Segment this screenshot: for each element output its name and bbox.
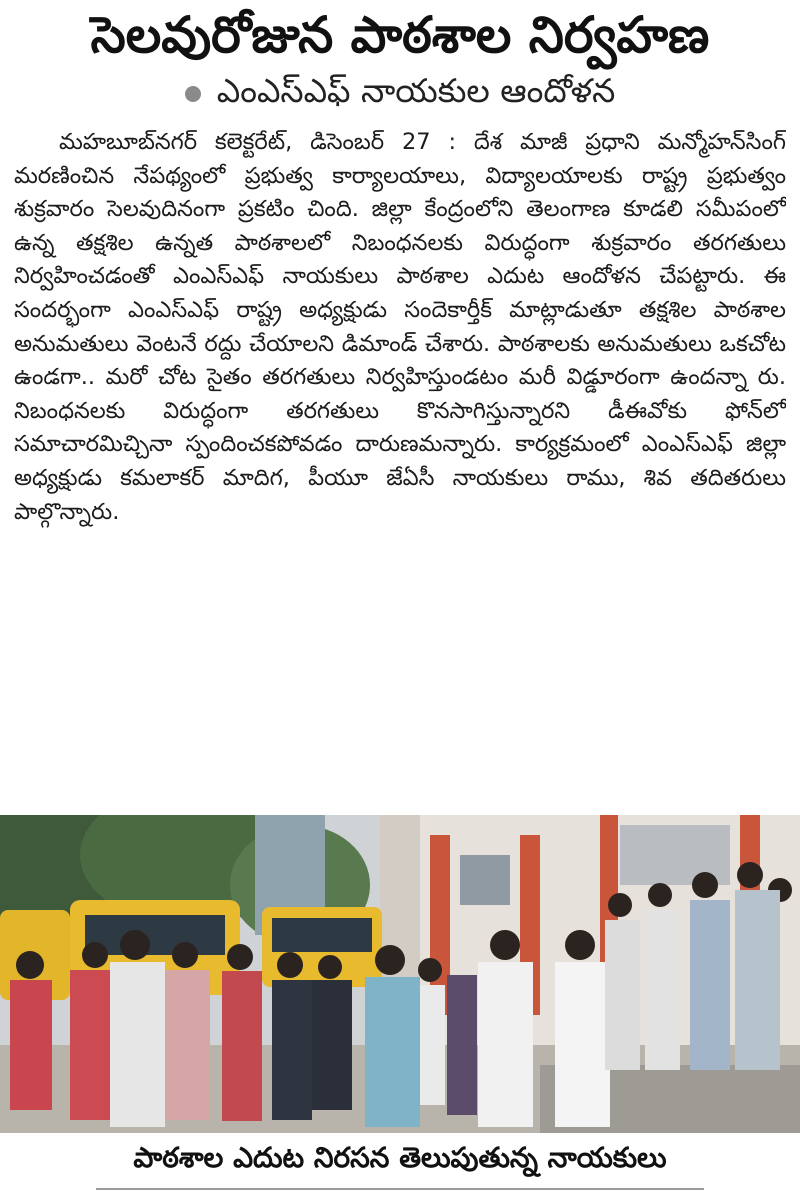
bullet-dot-icon <box>185 86 201 102</box>
caption-divider <box>96 1188 704 1190</box>
news-photo <box>0 815 800 1133</box>
article-body: మహబూబ్‌నగర్ కలెక్టరేట్, డిసెంబర్ 27 : దేశ మాజీ ప్రధాని మన్మోహన్‌సింగ్ మరణించిన నేపథ్యంలో ప్రభుత్వ కార్యాలయాలు, విద్యాలయాలకు రాష్ట్ర ప్రభుత్వం శుక్రవారం సెలవుదినంగా ప్రకటిం చింది. జిల్లా కేంద్రంలోని తెలంగాణ కూడలి సమీపంలో ఉన్న తక్షశిల ఉన్నత పాఠశాలలో నిబంధనలకు విరుద్ధంగా శుక్రవారం తరగతులు నిర్వహించడంతో ఎంఎస్ఎఫ్ నాయకులు పాఠశాల ఎదుట ఆందోళన చేపట్టారు. ఈ సందర్భంగా ఎంఎస్ఎఫ్ రాష్ట్ర అధ్యక్షుడు సందెకార్తీక్ మాట్లాడుతూ తక్షశిల పాఠశాల అనుమతులు వెంటనే రద్దు చేయాలని డిమాండ్ చేశారు. పాఠశాలకు అనుమతులు ఒకచోట ఉండగా.. మరో చోట సైతం తరగతులు నిర్వహిస్తుండటం మరీ విడ్డూరంగా ఉందన్నా రు. నిబంధనలకు విరుద్ధంగా తరగతులు కొనసాగిస్తున్నారని డీఈవోకు ఫోన్‌లో సమాచారమిచ్చినా స్పందించకపోవడం దారుణమన్నారు. కార్యక్రమంలో ఎంఎస్ఎఫ్ జిల్లా అధ్యక్షుడు కమలాకర్ మాదిగ, పీయూ జేఏసీ నాయకులు రాము, శివ తదితరులు పాల్గొన్నారు. <box>14 129 786 525</box>
subheadline: ఎంఎస్ఎఫ్ నాయకుల ఆందోళన <box>216 70 616 110</box>
photo-caption: పాఠశాల ఎదుట నిరసన తెలుపుతున్న నాయకులు <box>133 1141 667 1174</box>
protest-photo-illustration <box>0 815 800 1133</box>
subheadline-row <box>14 70 786 118</box>
headline: సెలవురోజున పాఠశాల నిర్వహణ <box>90 6 710 64</box>
